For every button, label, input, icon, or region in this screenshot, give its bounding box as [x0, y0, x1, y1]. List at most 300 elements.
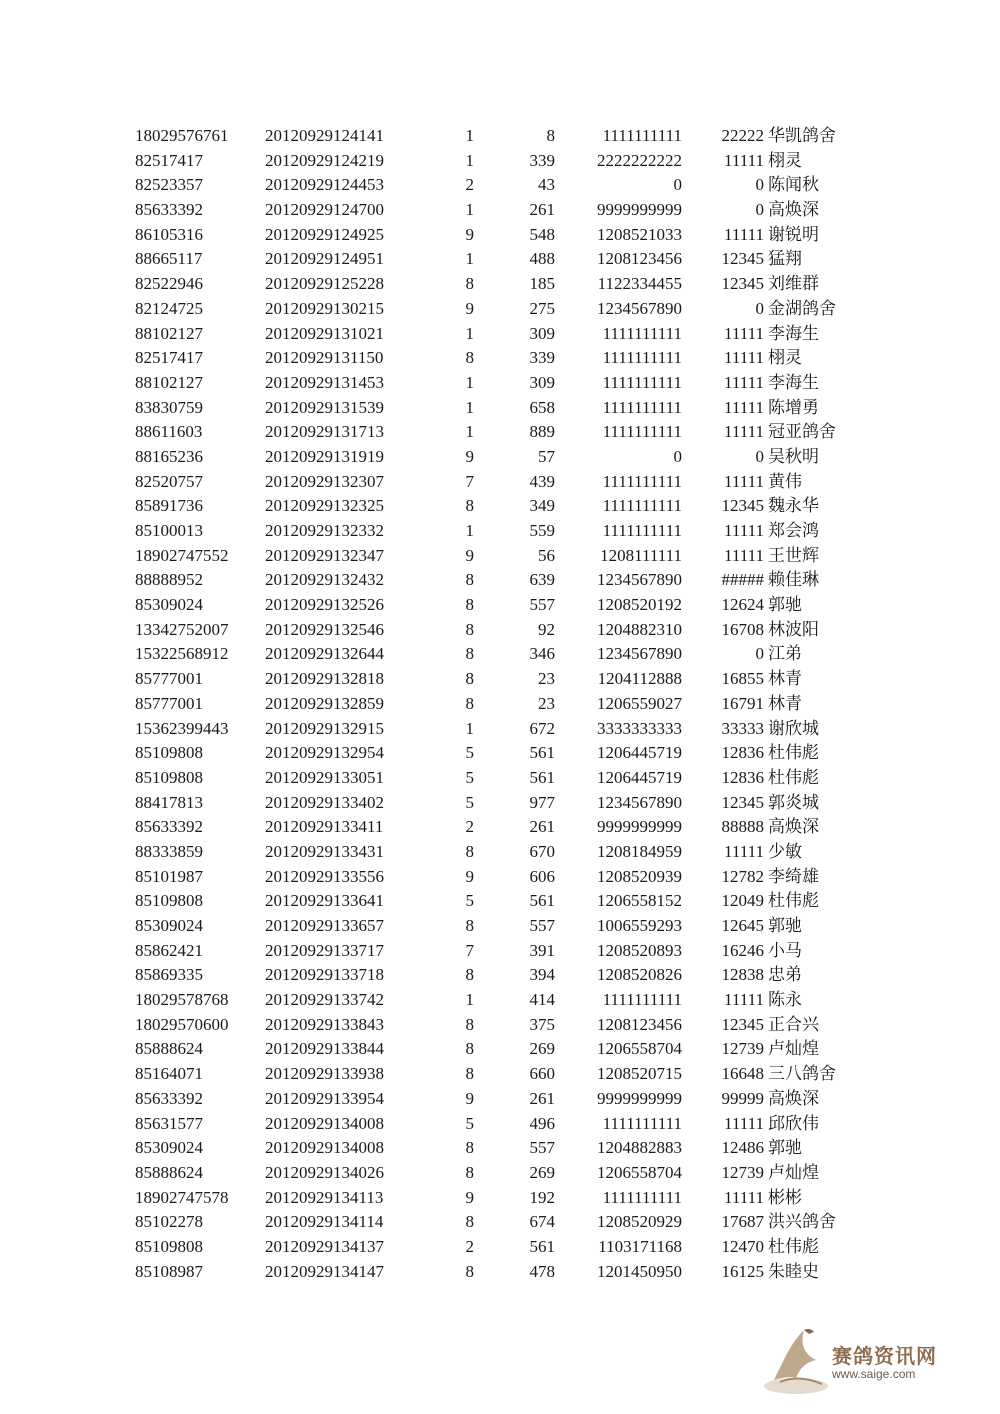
table-row [0, 1186, 1000, 1211]
number-cell: 557 [529, 916, 555, 935]
name-cell: 高焕深 [768, 200, 819, 221]
number-cell: 346 [529, 644, 555, 664]
name-cell: 谢欣城 [768, 718, 819, 739]
phone-cell: 82517417 [135, 150, 203, 170]
timestamp-cell: 20120929131919 [265, 446, 384, 466]
table-row [0, 741, 1000, 766]
id-cell: 99999 [721, 1088, 764, 1108]
timestamp-cell: 20120929124141 [265, 126, 384, 145]
phone-cell: 85164071 [135, 1064, 203, 1084]
timestamp-cell: 20120929132307 [265, 471, 384, 491]
id-cell: 12470 [721, 1236, 764, 1256]
name-cell: 王世辉 [768, 545, 819, 566]
ring-number-cell: 1208520893 [597, 940, 682, 960]
name-cell: 栩灵 [768, 348, 802, 369]
table-row [0, 173, 1000, 198]
watermark-title: 赛鸽资讯网 [832, 1344, 937, 1368]
timestamp-cell: 20120929132325 [265, 496, 384, 516]
phone-cell: 85777001 [135, 693, 203, 713]
ring-number-cell: 9999999999 [597, 200, 682, 220]
id-cell: 12739 [721, 1039, 764, 1059]
code-cell: 8 [465, 595, 474, 615]
table-row [0, 420, 1000, 445]
number-cell: 660 [529, 1064, 555, 1084]
number-cell: 488 [529, 249, 555, 269]
table-row [0, 988, 1000, 1013]
number-cell: 391 [529, 940, 555, 960]
code-cell: 8 [465, 1138, 474, 1158]
id-cell: 16708 [721, 619, 764, 639]
name-cell: 郭驰 [768, 916, 802, 936]
id-cell: 0 [755, 446, 764, 466]
ring-number-cell: 1111111111 [602, 496, 682, 516]
ring-number-cell: 0 [673, 446, 682, 466]
id-cell: 33333 [721, 718, 764, 738]
phone-cell: 13342752007 [135, 619, 229, 639]
code-cell: 1 [465, 397, 474, 417]
table-row [0, 914, 1000, 939]
table-row [0, 939, 1000, 964]
phone-cell: 88165236 [135, 446, 203, 466]
table-row [0, 396, 1000, 421]
number-cell: 43 [538, 175, 555, 195]
id-cell: 0 [755, 175, 764, 195]
phone-cell: 82517417 [135, 348, 203, 368]
number-cell: 414 [529, 990, 555, 1010]
name-cell: 李绮雄 [768, 866, 819, 887]
name-cell: 林波阳 [768, 619, 819, 640]
phone-cell: 85101987 [135, 866, 203, 886]
name-cell: 三八鸽舍 [768, 1064, 836, 1085]
name-cell: 华凯鸽舍 [768, 126, 836, 146]
name-cell: 少敏 [768, 841, 802, 862]
ring-number-cell: 1111111111 [602, 348, 682, 368]
phone-cell: 85309024 [135, 595, 203, 615]
code-cell: 1 [465, 372, 474, 392]
number-cell: 23 [538, 669, 555, 689]
ring-number-cell: 9999999999 [597, 817, 682, 837]
table-row [0, 840, 1000, 865]
number-cell: 561 [529, 891, 555, 911]
code-cell: 2 [465, 175, 474, 195]
table-row [0, 593, 1000, 618]
code-cell: 5 [465, 743, 474, 763]
code-cell: 8 [465, 841, 474, 861]
number-cell: 658 [529, 397, 555, 417]
table-row [0, 346, 1000, 371]
name-cell: 小马 [768, 940, 802, 961]
number-cell: 561 [529, 743, 555, 763]
ring-number-cell: 1111111111 [602, 1113, 682, 1133]
ring-number-cell: 1206445719 [597, 743, 682, 763]
name-cell: 郭炎城 [768, 792, 819, 813]
table-row [0, 815, 1000, 840]
timestamp-cell: 20120929134113 [265, 1187, 384, 1207]
table-row [0, 618, 1000, 643]
phone-cell: 82520757 [135, 471, 203, 491]
phone-cell: 83830759 [135, 397, 203, 417]
timestamp-cell: 20120929134137 [265, 1236, 384, 1256]
number-cell: 275 [529, 298, 555, 318]
number-cell: 375 [529, 1014, 555, 1034]
ring-number-cell: 1206445719 [597, 767, 682, 787]
phone-cell: 85309024 [135, 916, 203, 935]
code-cell: 8 [465, 619, 474, 639]
id-cell: 11111 [724, 323, 764, 343]
table-row [0, 889, 1000, 914]
table-row [0, 1013, 1000, 1038]
phone-cell: 88102127 [135, 372, 203, 392]
number-cell: 339 [529, 150, 555, 170]
id-cell: 11111 [724, 397, 764, 417]
number-cell: 309 [529, 372, 555, 392]
id-cell: 11111 [724, 422, 764, 442]
name-cell: 杜伟彪 [768, 743, 819, 764]
ring-number-cell: 1208520192 [597, 595, 682, 615]
name-cell: 谢锐明 [768, 224, 819, 245]
timestamp-cell: 20120929134008 [265, 1113, 384, 1133]
ring-number-cell: 1111111111 [602, 471, 682, 491]
number-cell: 439 [529, 471, 555, 491]
name-cell: 陈永 [768, 990, 802, 1011]
name-cell: 猛翔 [768, 249, 802, 270]
ring-number-cell: 2222222222 [597, 150, 682, 170]
name-cell: 李海生 [768, 323, 819, 344]
number-cell: 269 [529, 1162, 555, 1182]
code-cell: 5 [465, 1113, 474, 1133]
number-cell: 674 [529, 1212, 555, 1232]
number-cell: 606 [529, 866, 555, 886]
id-cell: 12345 [721, 1014, 764, 1034]
table-row [0, 494, 1000, 519]
id-cell: 12345 [721, 249, 764, 269]
timestamp-cell: 20120929132526 [265, 595, 384, 615]
code-cell: 1 [465, 200, 474, 220]
ring-number-cell: 0 [673, 175, 682, 195]
id-cell: 16791 [721, 693, 764, 713]
phone-cell: 82124725 [135, 298, 203, 318]
name-cell: 朱睦史 [768, 1261, 819, 1282]
ring-number-cell: 1111111111 [602, 521, 682, 540]
table-row [0, 1235, 1000, 1260]
number-cell: 557 [529, 1138, 555, 1158]
table-row [0, 717, 1000, 742]
table-row [0, 198, 1000, 223]
ring-number-cell: 1111111111 [602, 323, 682, 343]
code-cell: 1 [465, 126, 474, 145]
code-cell: 1 [465, 323, 474, 343]
timestamp-cell: 20120929133843 [265, 1014, 384, 1034]
phone-cell: 18029570600 [135, 1014, 229, 1034]
id-cell: 11111 [724, 224, 764, 244]
table-row [0, 1161, 1000, 1186]
table-row [0, 1136, 1000, 1161]
phone-cell: 85109808 [135, 891, 203, 911]
id-cell: 12345 [721, 792, 764, 812]
name-cell: 郭驰 [768, 1138, 802, 1159]
table-row [0, 223, 1000, 248]
phone-cell: 85108987 [135, 1261, 203, 1281]
code-cell: 1 [465, 990, 474, 1010]
id-cell: 16855 [721, 669, 764, 689]
timestamp-cell: 20120929133402 [265, 792, 384, 812]
number-cell: 8 [546, 126, 555, 145]
table-row [0, 149, 1000, 174]
ring-number-cell: 1111111111 [602, 126, 682, 145]
id-cell: 11111 [724, 521, 764, 540]
code-cell: 8 [465, 644, 474, 664]
number-cell: 670 [529, 841, 555, 861]
number-cell: 339 [529, 348, 555, 368]
ring-number-cell: 1234567890 [597, 792, 682, 812]
ring-number-cell: 1234567890 [597, 298, 682, 318]
timestamp-cell: 20120929132432 [265, 570, 384, 590]
name-cell: 正合兴 [768, 1014, 819, 1035]
code-cell: 8 [465, 965, 474, 985]
timestamp-cell: 20120929133431 [265, 841, 384, 861]
number-cell: 561 [529, 1236, 555, 1256]
ring-number-cell: 1208184959 [597, 841, 682, 861]
code-cell: 2 [465, 1236, 474, 1256]
table-row [0, 445, 1000, 470]
timestamp-cell: 20120929133051 [265, 767, 384, 787]
timestamp-cell: 20120929130215 [265, 298, 384, 318]
ring-number-cell: 1208520715 [597, 1064, 682, 1084]
ring-number-cell: 1234567890 [597, 644, 682, 664]
id-cell: 12049 [721, 891, 764, 911]
timestamp-cell: 20120929132644 [265, 644, 384, 664]
number-cell: 977 [529, 792, 555, 812]
number-cell: 261 [529, 1088, 555, 1108]
ring-number-cell: 1006559293 [597, 916, 682, 935]
ring-number-cell: 1208520939 [597, 866, 682, 886]
id-cell: 11111 [724, 1187, 764, 1207]
name-cell: 卢灿煌 [768, 1162, 819, 1183]
code-cell: 8 [465, 496, 474, 516]
number-cell: 23 [538, 693, 555, 713]
timestamp-cell: 20120929133742 [265, 990, 384, 1010]
ring-number-cell: 1111111111 [602, 422, 682, 442]
code-cell: 9 [465, 1088, 474, 1108]
timestamp-cell: 20120929133954 [265, 1088, 384, 1108]
timestamp-cell: 20120929132818 [265, 669, 384, 689]
name-cell: 吴秋明 [768, 446, 819, 467]
name-cell: 栩灵 [768, 150, 802, 171]
timestamp-cell: 20120929134114 [265, 1212, 384, 1232]
id-cell: 11111 [724, 150, 764, 170]
timestamp-cell: 20120929131453 [265, 372, 384, 392]
ring-number-cell: 9999999999 [597, 1088, 682, 1108]
timestamp-cell: 20120929131539 [265, 397, 384, 417]
phone-cell: 85891736 [135, 496, 203, 516]
id-cell: 12624 [721, 595, 764, 615]
name-cell: 江弟 [768, 644, 802, 665]
code-cell: 1 [465, 150, 474, 170]
phone-cell: 85309024 [135, 1138, 203, 1158]
name-cell: 杜伟彪 [768, 891, 819, 912]
phone-cell: 18902747552 [135, 545, 229, 565]
code-cell: 7 [465, 940, 474, 960]
id-cell: 0 [755, 200, 764, 220]
phone-cell: 85888624 [135, 1039, 203, 1059]
table-row [0, 124, 1000, 149]
ring-number-cell: 1206558152 [597, 891, 682, 911]
phone-cell: 88888952 [135, 570, 203, 590]
timestamp-cell: 20120929132859 [265, 693, 384, 713]
timestamp-cell: 20120929132915 [265, 718, 384, 738]
table-row [0, 865, 1000, 890]
ring-number-cell: 1103171168 [598, 1236, 682, 1256]
ring-number-cell: 1208123456 [597, 249, 682, 269]
number-cell: 561 [529, 767, 555, 787]
name-cell: 洪兴鸽舍 [768, 1212, 836, 1233]
name-cell: 黄伟 [768, 471, 802, 492]
id-cell: 88888 [721, 817, 764, 837]
ring-number-cell: 1206558704 [597, 1162, 682, 1182]
code-cell: 8 [465, 1064, 474, 1084]
timestamp-cell: 20120929133411 [265, 817, 384, 837]
phone-cell: 85888624 [135, 1162, 203, 1182]
phone-cell: 85631577 [135, 1113, 203, 1133]
phone-cell: 82522946 [135, 274, 203, 294]
id-cell: 11111 [724, 1113, 764, 1133]
table-row [0, 1260, 1000, 1285]
code-cell: 8 [465, 1039, 474, 1059]
timestamp-cell: 20120929134147 [265, 1261, 384, 1281]
number-cell: 269 [529, 1039, 555, 1059]
timestamp-cell: 20120929132347 [265, 545, 384, 565]
name-cell: 林青 [768, 669, 802, 690]
timestamp-cell: 20120929134026 [265, 1162, 384, 1182]
number-cell: 349 [529, 496, 555, 516]
phone-cell: 85633392 [135, 1088, 203, 1108]
code-cell: 1 [465, 718, 474, 738]
table-row [0, 667, 1000, 692]
phone-cell: 88611603 [135, 422, 203, 442]
timestamp-cell: 20120929131713 [265, 422, 384, 442]
id-cell: 12645 [721, 916, 764, 935]
table-row [0, 1037, 1000, 1062]
timestamp-cell: 20120929124219 [265, 150, 384, 170]
watermark-url: www.saige.com [832, 1367, 916, 1381]
ring-number-cell: 1208520826 [597, 965, 682, 985]
code-cell: 9 [465, 1187, 474, 1207]
phone-cell: 18029576761 [135, 126, 229, 145]
number-cell: 57 [538, 446, 555, 466]
timestamp-cell: 20120929133657 [265, 916, 384, 935]
id-cell: 12838 [721, 965, 764, 985]
ring-number-cell: 1204882883 [597, 1138, 682, 1158]
id-cell: 16125 [721, 1261, 764, 1281]
code-cell: 8 [465, 1261, 474, 1281]
phone-cell: 85109808 [135, 743, 203, 763]
id-cell: 11111 [724, 990, 764, 1010]
code-cell: 8 [465, 1212, 474, 1232]
phone-cell: 85633392 [135, 200, 203, 220]
timestamp-cell: 20120929132546 [265, 619, 384, 639]
code-cell: 5 [465, 891, 474, 911]
ring-number-cell: 1208123456 [597, 1014, 682, 1034]
number-cell: 548 [529, 224, 555, 244]
ring-number-cell: 1234567890 [597, 570, 682, 590]
id-cell: 11111 [724, 348, 764, 368]
table-row [0, 692, 1000, 717]
id-cell: 11111 [724, 471, 764, 491]
name-cell: 赖佳琳 [768, 570, 819, 591]
id-cell: ##### [721, 570, 764, 590]
code-cell: 8 [465, 274, 474, 294]
number-cell: 261 [529, 200, 555, 220]
name-cell: 李海生 [768, 372, 819, 393]
code-cell: 8 [465, 348, 474, 368]
phone-cell: 85777001 [135, 669, 203, 689]
id-cell: 12782 [721, 866, 764, 886]
timestamp-cell: 20120929133938 [265, 1064, 384, 1084]
ring-number-cell: 1204112888 [597, 669, 682, 689]
name-cell: 冠亚鸽舍 [768, 422, 836, 443]
number-cell: 557 [529, 595, 555, 615]
ring-number-cell: 1208521033 [597, 224, 682, 244]
table-row [0, 642, 1000, 667]
code-cell: 8 [465, 669, 474, 689]
code-cell: 9 [465, 224, 474, 244]
phone-cell: 15362399443 [135, 718, 229, 738]
id-cell: 0 [755, 644, 764, 664]
id-cell: 12345 [721, 274, 764, 294]
number-cell: 309 [529, 323, 555, 343]
table-row [0, 470, 1000, 495]
number-cell: 92 [538, 619, 555, 639]
code-cell: 8 [465, 1014, 474, 1034]
phone-cell: 88665117 [135, 249, 203, 269]
id-cell: 12486 [721, 1138, 764, 1158]
id-cell: 16648 [721, 1064, 764, 1084]
ring-number-cell: 1122334455 [597, 274, 682, 294]
name-cell: 郑会鸿 [768, 521, 819, 541]
code-cell: 5 [465, 767, 474, 787]
phone-cell: 88102127 [135, 323, 203, 343]
name-cell: 陈增勇 [768, 397, 819, 418]
ring-number-cell: 1208111111 [600, 545, 682, 565]
code-cell: 8 [465, 916, 474, 935]
table-row [0, 272, 1000, 297]
table-row [0, 791, 1000, 816]
table-row [0, 297, 1000, 322]
phone-cell: 88417813 [135, 792, 203, 812]
table-row [0, 519, 1000, 544]
name-cell: 魏永华 [768, 496, 819, 517]
phone-cell: 82523357 [135, 175, 203, 195]
timestamp-cell: 20120929124700 [265, 200, 384, 220]
code-cell: 1 [465, 422, 474, 442]
code-cell: 8 [465, 693, 474, 713]
phone-cell: 85862421 [135, 940, 203, 960]
id-cell: 22222 [721, 126, 764, 145]
ring-number-cell: 1208520929 [597, 1212, 682, 1232]
number-cell: 394 [529, 965, 555, 985]
table-row [0, 544, 1000, 569]
number-cell: 192 [529, 1187, 555, 1207]
number-cell: 261 [529, 817, 555, 837]
number-cell: 559 [529, 521, 555, 540]
phone-cell: 85869335 [135, 965, 203, 985]
timestamp-cell: 20120929124453 [265, 175, 384, 195]
id-cell: 11111 [724, 841, 764, 861]
ring-number-cell: 1111111111 [602, 990, 682, 1010]
table-row [0, 1112, 1000, 1137]
timestamp-cell: 20120929133717 [265, 940, 384, 960]
code-cell: 9 [465, 298, 474, 318]
